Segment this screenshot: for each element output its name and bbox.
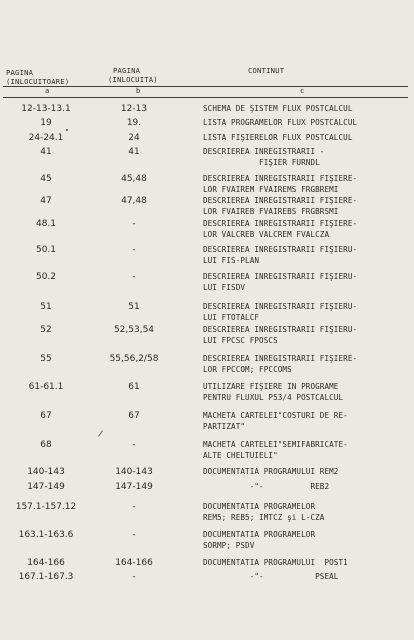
content-cell: DESCRIEREA INREGISTRARII FIŞIERU- LUI FIS-PLAN: [203, 245, 358, 265]
replacing-page-cell: 45: [40, 174, 52, 184]
content-cell: DESCRIEREA INREGISTRARII FIŞIERU- LUI FTOTALCF: [203, 302, 358, 322]
replaced-page-cell: -: [132, 219, 136, 229]
replaced-page-cell: 47,48: [121, 196, 147, 206]
replaced-page-cell: 147-149: [115, 482, 153, 492]
replacing-page-cell: 19: [40, 118, 52, 128]
replaced-page-cell: -: [132, 272, 136, 282]
replacing-page-cell: 163.1-163.6: [18, 530, 74, 540]
header-rule-bottom: [3, 97, 408, 98]
replaced-page-cell: 51: [128, 302, 140, 312]
header-col-a-line2: (INLOCUITOARE): [6, 77, 70, 86]
replaced-page-cell: 52,53,54: [113, 325, 155, 335]
content-cell: LISTA FIŞIERELOR FLUX POSTCALCUL: [203, 133, 353, 142]
content-cell: DESCRIEREA INREGISTRARII FIŞIERE- LOR FVAIREB FVAIREBS FRGBRSMI: [203, 196, 358, 216]
replaced-page-cell: 55,56,2/58: [109, 354, 159, 364]
replaced-page-cell: -: [132, 502, 136, 512]
replaced-page-cell: -: [132, 245, 136, 255]
content-cell: MACHETA CARTELEI"COSTURI DE RE- PARTIZAT": [203, 411, 348, 431]
header-letter-a: a: [45, 87, 50, 95]
replacing-page-cell: 164-166: [27, 558, 65, 568]
replacing-page-cell: 51: [40, 302, 52, 312]
content-cell: -"- REB2: [203, 482, 330, 491]
content-cell: DOCUMENTATIA PROGRAMULUI REM2: [203, 467, 339, 476]
content-cell: DESCRIEREA INREGISTRARII FIŞIERE- LOR FVAIREM FVAIREMS FRGBREMI: [203, 174, 358, 194]
content-cell: DOCUMENTATIA PROGRAMELOR SORMP; PSDV: [203, 530, 316, 550]
replacing-page-cell: 140-143: [27, 467, 65, 477]
replaced-page-cell: 24: [128, 133, 140, 143]
replacing-page-cell: 41: [40, 147, 52, 157]
replaced-page-cell: 61: [128, 382, 140, 392]
replacing-page-cell: 47: [40, 196, 52, 206]
replacing-page-cell: 167.1-167.3: [18, 572, 74, 582]
page-speck: [66, 129, 68, 131]
replaced-page-cell: 164-166: [115, 558, 153, 568]
content-cell: DESCRIEREA INREGISTRARII FIŞIERU- LUI FPCSC FPOSCS: [203, 325, 358, 345]
header-col-b-line1: PAGINA: [113, 66, 141, 75]
header-letter-b: b: [136, 87, 141, 95]
replacing-page-cell: 67: [40, 411, 52, 421]
replacing-page-cell: 12-13-13.1: [21, 104, 71, 114]
replaced-page-cell: 140-143: [115, 467, 153, 477]
content-cell: UTILIZARE FIŞIERE IN PROGRAME PENTRU FLUXUL P53/4 POSTCALCUL: [203, 382, 344, 402]
header-col-b-line2: (INLOCUITA): [108, 75, 158, 84]
content-cell: MACHETA CARTELEI"SEMIFABRICATE- ALTE CHELTUIELI": [203, 440, 348, 460]
content-cell: DESCRIEREA INREGISTRARII FIŞIERE- LOR FPCCOM; FPCCOMS: [203, 354, 358, 374]
replacing-page-cell: 61-61.1: [28, 382, 64, 392]
replacing-page-cell: 50.1: [35, 245, 57, 255]
replaced-page-cell: 19.: [126, 118, 142, 128]
replacing-page-cell: 48.1: [35, 219, 57, 229]
replacing-page-cell: 157.1-157.12: [15, 502, 77, 512]
replacing-page-cell: 147-149: [27, 482, 65, 492]
content-cell: -"- PSEAL: [203, 572, 339, 581]
content-cell: DOCUMENTATIA PROGRAMELOR REM5; REB5; IMTCZ şi L-CZA: [203, 502, 325, 522]
content-cell: LISTA PROGRAMELOR FLUX POSTCALCUL: [203, 118, 358, 127]
replaced-page-cell: 67: [128, 411, 140, 421]
header-col-a-line1: PAGINA: [6, 68, 34, 77]
replacing-page-cell: 68: [40, 440, 52, 450]
replaced-page-cell: 41: [128, 147, 140, 157]
pen-mark: [98, 430, 103, 436]
content-cell: DESCRIEREA INREGISTRARII FIŞIERU- LUI FISDV: [203, 272, 358, 292]
replaced-page-cell: -: [132, 572, 136, 582]
header-col-c: CONTINUT: [248, 66, 285, 75]
replaced-page-cell: -: [132, 440, 136, 450]
header-rule-top: [3, 86, 408, 87]
replacing-page-cell: 24-24.1: [28, 133, 64, 143]
content-cell: SCHEMA DE ŞISTEM FLUX POSTCALCUL: [203, 104, 353, 113]
replaced-page-cell: -: [132, 530, 136, 540]
replacing-page-cell: 50.2: [35, 272, 57, 282]
content-cell: DOCUMENTATIA PROGRAMULUI POST1: [203, 558, 348, 567]
replaced-page-cell: 12-13: [120, 104, 148, 114]
replacing-page-cell: 52: [40, 325, 52, 335]
replaced-page-cell: 45,48: [121, 174, 147, 184]
header-letter-c: c: [300, 87, 305, 95]
content-cell: DESCRIEREA INREGISTRARII - FIŞIER FURNDL: [203, 147, 325, 167]
content-cell: DESCRIEREA INREGISTRARII FIŞIERE- LOR VALCREB VALCREM FVALCZA: [203, 219, 358, 239]
replacing-page-cell: 55: [40, 354, 52, 364]
